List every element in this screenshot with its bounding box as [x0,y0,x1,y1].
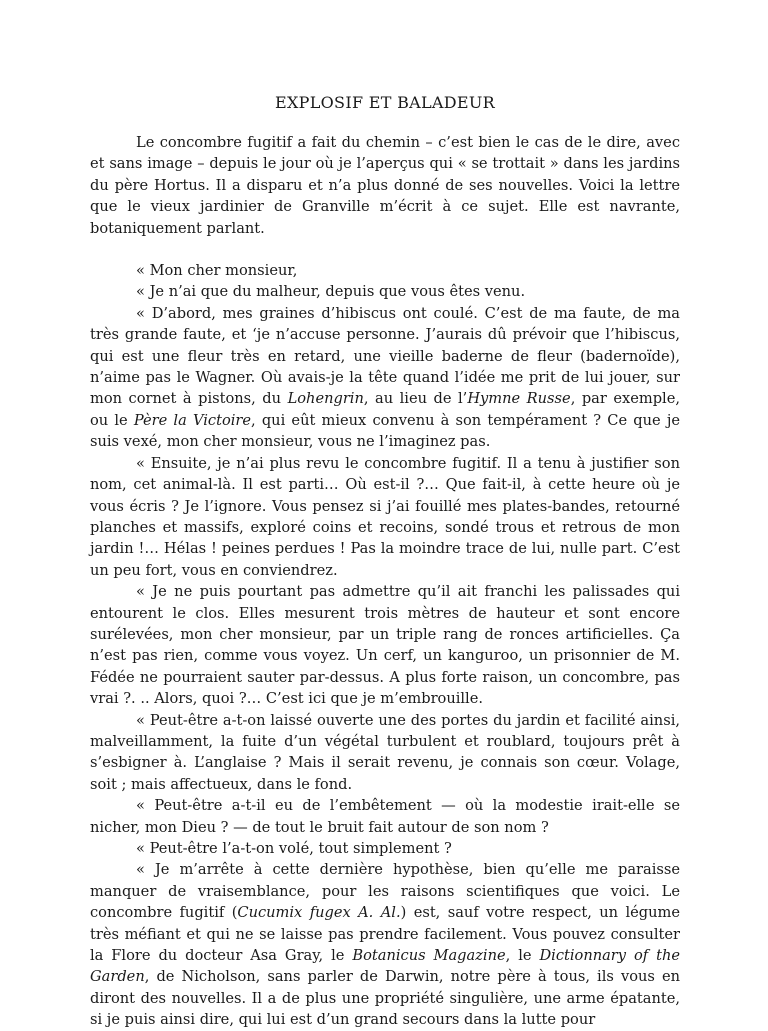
paragraph-p7 [90,710,680,796]
italic-title: Père la Victoire [133,411,252,429]
text-segment: , le [505,947,540,965]
text-segment: , de Nicholson, sans parler de Darwin, notre père à tous, ils vous en diront des nouvelles. Il a de plus une propriété singulière, une arme épatante, si je puis ainsi dire, qui lui est d’un grand secours dans la lutte pour [90,968,680,1029]
paragraph-p1 [90,132,680,239]
text-segment: « Peut-être l’a-t-on volé, tout simplement ? [136,840,452,857]
paragraph-p4 [90,303,680,453]
text-segment: « Je ne puis pourtant pas admettre qu’il ait franchi les palissades qui entourent le clos. Elles mesurent trois mètres de hauteur et sont encore surélevées, mon cher monsieur, par un triple rang de ronces artificielles. Ça n’est pas rien, comme vous voyez. Un cerf, un kanguroo, un prisonnier de M. Fédée ne pourraient sauter par-dessus. A plus forte raison, un concombre, pas vrai ?. .. Alors, quoi ?… C’est ici que je m’embrouille. [90,583,680,708]
paragraph-p2 [90,260,680,281]
text-segment: , au lieu de l’ [363,390,468,408]
text-segment: « Je n’ai que du malheur, depuis que vous êtes venu. [136,283,526,301]
page-title: EXPLOSIF ET BALADEUR [274,93,495,112]
paragraph-p9 [90,838,680,859]
italic-title: Dictionnary of the Garden [90,947,681,986]
paragraph-p3 [90,281,680,302]
paragraph-p5 [90,453,680,581]
italic-title: Lohengrin [287,390,364,408]
text-segment: « Mon cher monsieur, [136,262,298,280]
document-body [90,132,680,1031]
text-segment: Le concombre fugitif a fait du chemin – c’est bien le cas de le dire, avec et sans image – depuis le jour où je l’aperçus qui « se trottait » dans les jardins du père Hortus. Il a disparu et n’a plus donné de ses nouvelles. Voici la lettre que le vieux jardinier de Granville m’écrit à ce sujet. Elle est navrante, botaniquement parlant. [90,134,680,237]
paragraph-p6 [90,581,680,709]
paragraph-p10 [90,859,680,1030]
text-segment: « D’abord, mes graines d’hibiscus ont coulé. C’est de ma faute, de ma très grande faute, et ‘je n’accuse personne. J’aurais dû prévoir que l’hibiscus, qui est une fleur très en retard, une vieille baderne de fleur (badernoïde), n’aime pas le Wagner. Où avais-je la tête quand l’idée me prit de lui jouer, sur mon cornet à pistons, du [90,304,680,408]
text-segment: ) est, sauf votre respect, un légume très méfiant et qui ne se laisse pas prendre facilement. Vous pouvez consulter la Flore du docteur Asa Gray, le [90,904,681,965]
italic-title: Cucumix fugex A. Al. [237,904,401,922]
text-segment: « Peut-être a-t-on laissé ouverte une des portes du jardin et facilité ainsi, malveillamment, la fuite d’un végétal turbulent et roublard, toujours prêt à s’esbigner à. L’anglaise ? Mais il serait revenu, je connais son cœur. Volage, soit ; mais affectueux, dans le fond. [90,711,680,793]
paragraph-p8 [90,795,680,838]
italic-title: Hymne Russe [467,390,571,408]
text-segment: « Peut-être a-t-il eu de l’embêtement — où la modestie irait-elle se nicher, mon Dieu ? — de tout le bruit fait autour de son nom ? [90,797,680,836]
text-segment: , qui eût mieux convenu à son tempérament ? Ce que je suis vexé, mon cher monsieur, vous ne l’imaginez pas. [90,411,680,451]
text-segment: , par exemple, ou le [90,390,680,429]
text-segment: « Je m’arrête à cette dernière hypothèse, bien qu’elle me paraisse manquer de vraisemblance, pour les raisons scientifiques que voici. Le concombre fugitif ( [90,861,680,922]
text-segment: « Ensuite, je n’ai plus revu le concombre fugitif. Il a tenu à justifier son nom, cet animal-là. Il est parti… Où est-il ?… Que fait-il, à cette heure où je vous écris ? Je l’ignore. Vous pensez si j’ai fouillé mes plates-bandes, retourné planches et massifs, exploré coins et recoins, sondé trous et retrous de mon jardin !… Hélas ! peines perdues ! Pas la moindre trace de lui, nulle part. C’est un peu fort, vous en conviendrez. [90,454,680,579]
italic-title: Botanicus Magazine [352,947,506,965]
